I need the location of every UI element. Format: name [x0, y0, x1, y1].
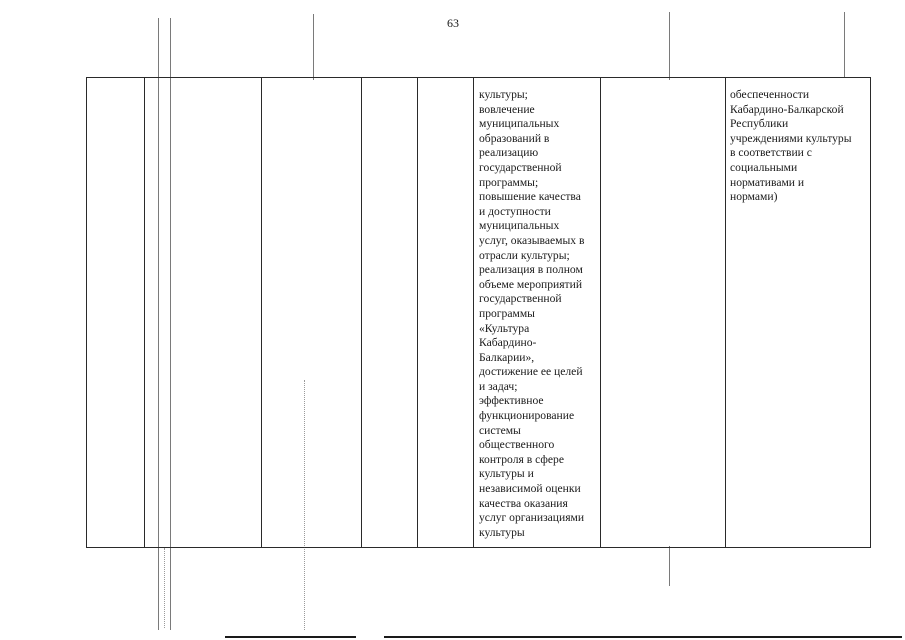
indicator-text-line: учреждениями культуры — [730, 131, 852, 145]
indicator-text-line: в соответствии с — [730, 146, 812, 160]
goals-text-line: культуры и — [479, 467, 534, 481]
goals-text-line: объеме мероприятий — [479, 277, 583, 291]
table-cell-empty — [145, 78, 262, 548]
goals-text-line: качества оказания — [479, 496, 568, 510]
scan-dotted-line — [164, 548, 165, 628]
goals-text-line: культуры — [479, 525, 525, 539]
goals-text — [474, 78, 600, 540]
table-cell-goals — [474, 78, 601, 548]
scan-bottom-line — [225, 636, 356, 638]
goals-text-line: достижение ее целей — [479, 365, 583, 379]
goals-text-line: программы; — [479, 175, 539, 189]
goals-text-line: образований в — [479, 131, 550, 145]
program-table — [86, 77, 871, 548]
goals-text-line: программы — [479, 306, 535, 320]
goals-text-line: независимой оценки — [479, 482, 581, 496]
goals-text-line: «Культура — [479, 321, 530, 335]
goals-text-line: реализацию — [479, 146, 539, 160]
indicator-text-line: обеспеченности — [730, 88, 810, 101]
goals-text-line: контроля в сфере — [479, 452, 564, 466]
goals-text-line: Балкарии», — [479, 350, 535, 364]
indicator-text-line: социальными — [730, 160, 798, 174]
indicator-text-line: Республики — [730, 117, 789, 131]
goals-text-line: государственной — [479, 160, 562, 174]
table-cell-empty — [418, 78, 474, 548]
goals-text-line: муниципальных — [479, 219, 560, 233]
scan-line — [669, 546, 670, 586]
goals-text-line: реализация в полном — [479, 263, 583, 277]
goals-text-line: системы — [479, 423, 521, 437]
goals-text-line: функционирование — [479, 409, 575, 423]
table-cell-indicator — [726, 78, 871, 548]
goals-text-line: и задач; — [479, 379, 518, 393]
goals-text-line: общественного — [479, 438, 555, 452]
table-cell-empty — [362, 78, 418, 548]
table-cell-empty — [262, 78, 362, 548]
goals-text-line: культуры; — [479, 88, 528, 101]
goals-text-line: государственной — [479, 292, 562, 306]
scan-line — [844, 12, 845, 78]
indicator-text-line: нормативами и — [730, 175, 805, 189]
goals-text-line: повышение качества — [479, 190, 581, 204]
indicator-text-line: Кабардино-Балкарской — [730, 102, 844, 116]
table-cell-empty — [87, 78, 145, 548]
goals-text-line: отрасли культуры; — [479, 248, 570, 262]
page-number: 63 — [447, 16, 459, 30]
table-cell-empty — [601, 78, 726, 548]
table-row — [87, 78, 871, 548]
scan-bottom-line — [384, 636, 902, 638]
goals-text-line: услуг, оказываемых в — [479, 233, 585, 247]
goals-text-line: вовлечение — [479, 102, 535, 116]
scan-line — [313, 14, 314, 80]
indicator-text — [726, 78, 870, 205]
goals-text-line: и доступности — [479, 204, 551, 218]
indicator-text-line: нормами) — [730, 190, 778, 204]
scan-line — [669, 12, 670, 80]
goals-text-line: услуг организациями — [479, 511, 585, 525]
goals-text-line: Кабардино- — [479, 336, 537, 350]
goals-text-line: эффективное — [479, 394, 544, 408]
goals-text-line: муниципальных — [479, 117, 560, 131]
